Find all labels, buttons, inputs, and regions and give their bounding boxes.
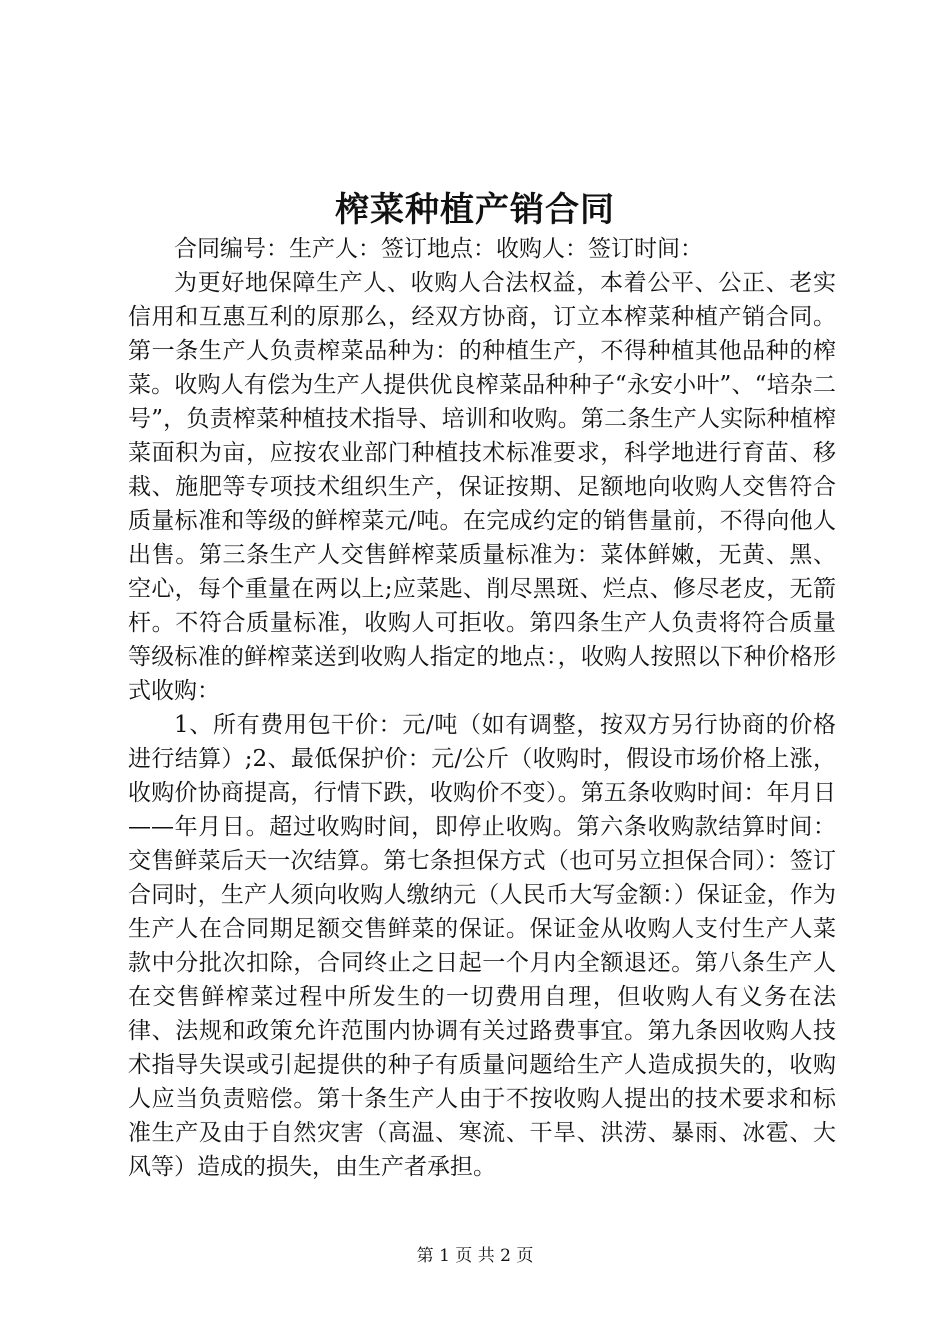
body-paragraph: 1、所有费用包干价：元/吨（如有调整，按双方另行协商的价格进行结算）;2、最低保护价：元/公斤（收购时，假设市场价格上涨，收购价协商提高，行情下跌，收购价不变）。第五条收购时间：年月日——年月日。超过收购时间，即停止收购。第六条收购款结算时间：交售鲜菜后天一次结算。第七条担保方式（也可另立担保合同）：签订合同时，生产人须向收购人缴纳元（人民币大写金额：）保证金，作为生产人在合同期足额交售鲜菜的保证。保证金从收购人支付生产人菜款中分批次扣除，合同终止之日起一个月内全额退还。第八条生产人在交售鲜榨菜过程中所发生的一切费用自理，但收购人有义务在法律、法规和政策允许范围内协调有关过路费事宜。第九条因收购人技术指导失误或引起提供的种子有质量问题给生产人造成损失的，收购人应当负责赔偿。第十条生产人由于不按收购人提出的技术要求和标准生产及由于自然灾害（高温、寒流、干旱、洪涝、暴雨、冰雹、大风等）造成的损失，由生产者承担。 [128,712,836,1180]
document-title: 榨菜种植产销合同 [335,190,615,230]
header-fields-paragraph: 合同编号：生产人：签订地点：收购人：签订时间： [174,236,703,262]
page-number-footer: 第 1 页 共 2 页 [416,1246,534,1266]
document-body [128,232,836,1184]
body-paragraph: 为更好地保障生产人、收购人合法权益，本着公平、公正、老实信用和互惠互利的原那么，经双方协商，订立本榨菜种植产销合同。第一条生产人负责榨菜品种为：的种植生产，不得种植其他品种的榨菜。收购人有偿为生产人提供优良榨菜品种种子“永安小叶”、“培杂二号”，负责榨菜种植技术指导、培训和收购。第二条生产人实际种植榨菜面积为亩，应按农业部门种植技术标准要求，科学地进行育苗、移栽、施肥等专项技术组织生产，保证按期、足额地向收购人交售符合质量标准和等级的鲜榨菜元/吨。在完成约定的销售量前，不得向他人出售。第三条生产人交售鲜榨菜质量标准为：菜体鲜嫩，无黄、黑、空心，每个重量在两以上;应菜匙、削尽黑斑、烂点、修尽老皮，无箭杆。不符合质量标准，收购人可拒收。第四条生产人负责将符合质量等级标准的鲜榨菜送到收购人指定的地点：，收购人按照以下种价格形式收购： [128,270,836,704]
